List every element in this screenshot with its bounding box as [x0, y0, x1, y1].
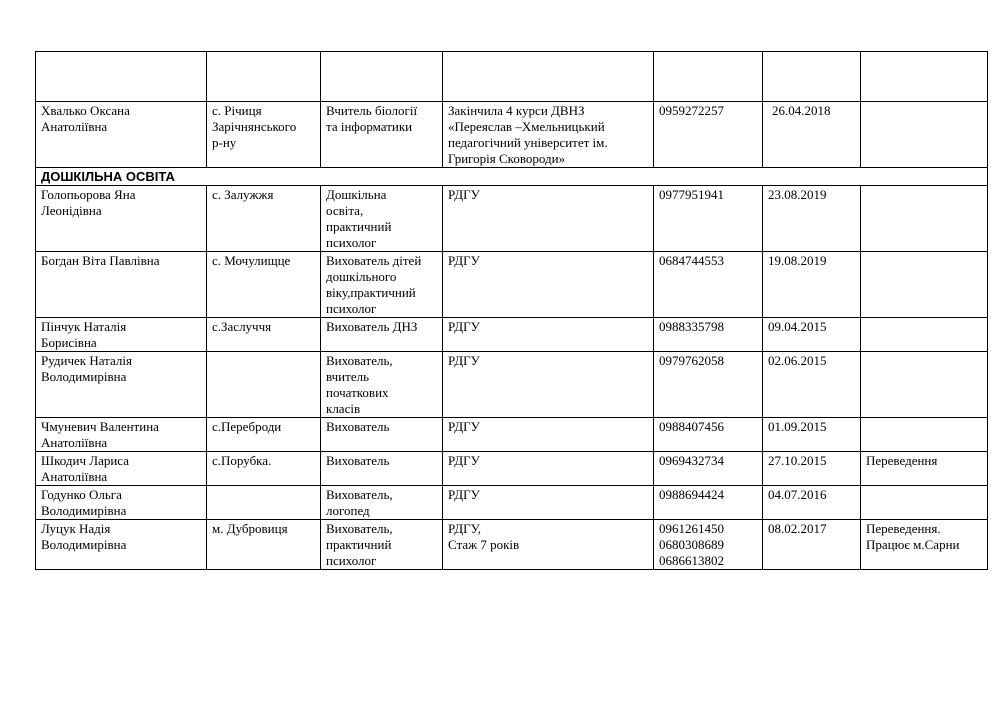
place-cell — [207, 186, 321, 252]
place-line: Зарічнянського — [212, 119, 297, 134]
position-line: Вихователь — [326, 419, 390, 434]
position-line: Вихователь, — [326, 487, 393, 502]
education-line: РДГУ — [448, 319, 480, 334]
education-line: РДГУ — [448, 453, 480, 468]
place-cell — [207, 418, 321, 452]
note-line: Переведення — [866, 453, 938, 468]
date-cell — [763, 318, 861, 352]
education-cell — [443, 252, 654, 318]
place-line: м. Дубровиця — [212, 521, 288, 536]
note-cell — [861, 418, 988, 452]
position-cell — [321, 318, 443, 352]
place-line: с. Річиця — [212, 103, 262, 118]
table-row — [36, 418, 988, 452]
person-name-cell — [36, 102, 207, 168]
education-cell — [443, 352, 654, 418]
education-cell — [443, 418, 654, 452]
position-cell — [321, 520, 443, 570]
education-line: педагогічний університет ім. — [448, 135, 608, 150]
phone-cell — [654, 452, 763, 486]
note-cell — [861, 486, 988, 520]
phone-cell — [654, 102, 763, 168]
phone-cell — [654, 318, 763, 352]
place-cell — [207, 352, 321, 418]
table-cell — [443, 52, 654, 102]
table-row — [36, 102, 988, 168]
table-cell — [207, 52, 321, 102]
person-name-line: Володимирівна — [41, 537, 127, 552]
table-cell — [861, 52, 988, 102]
note-cell — [861, 520, 988, 570]
person-name-cell — [36, 252, 207, 318]
phone-line: 0977951941 — [659, 187, 724, 202]
place-line: с.Переброди — [212, 419, 282, 434]
date-line: 04.07.2016 — [768, 487, 827, 502]
person-name-cell — [36, 418, 207, 452]
place-cell — [207, 520, 321, 570]
note-line: Працює м.Сарни — [866, 537, 960, 552]
place-line: с. Мочулищце — [212, 253, 291, 268]
person-name-cell — [36, 486, 207, 520]
education-cell — [443, 186, 654, 252]
person-name-line: Анатоліївна — [41, 119, 108, 134]
place-line: р-ну — [212, 135, 237, 150]
place-cell — [207, 486, 321, 520]
education-line: РДГУ — [448, 353, 480, 368]
education-line: РДГУ, — [448, 521, 481, 536]
person-name-line: Пінчук Наталія — [41, 319, 127, 334]
phone-line: 0988694424 — [659, 487, 724, 502]
position-line: Дошкільна — [326, 187, 387, 202]
position-line: Вихователь дітей — [326, 253, 422, 268]
education-cell — [443, 520, 654, 570]
person-name-cell — [36, 452, 207, 486]
phone-line: 0988335798 — [659, 319, 724, 334]
date-line: 23.08.2019 — [768, 187, 827, 202]
position-line: та інформатики — [326, 119, 413, 134]
date-line: 02.06.2015 — [768, 353, 827, 368]
table-cell — [654, 52, 763, 102]
position-line: початкових — [326, 385, 389, 400]
note-cell — [861, 102, 988, 168]
date-cell — [763, 252, 861, 318]
table-cell — [36, 52, 207, 102]
person-name-cell — [36, 520, 207, 570]
phone-line: 0686613802 — [659, 553, 724, 568]
table-cell — [321, 52, 443, 102]
education-cell — [443, 486, 654, 520]
position-cell — [321, 418, 443, 452]
note-cell — [861, 352, 988, 418]
table-row — [36, 352, 988, 418]
person-name-line: Борисівна — [41, 335, 97, 350]
position-line: класів — [326, 401, 361, 416]
person-name-line: Анатоліївна — [41, 469, 108, 484]
phone-line: 0961261450 — [659, 521, 724, 536]
note-cell — [861, 452, 988, 486]
phone-cell — [654, 486, 763, 520]
table-row — [36, 318, 988, 352]
education-line: РДГУ — [448, 419, 480, 434]
note-cell — [861, 318, 988, 352]
table-row — [36, 452, 988, 486]
position-cell — [321, 252, 443, 318]
date-cell — [763, 486, 861, 520]
date-cell — [763, 102, 861, 168]
date-line: 08.02.2017 — [768, 521, 827, 536]
position-line: психолог — [326, 235, 377, 250]
person-name-line: Леонідівна — [41, 203, 102, 218]
note-line: Переведення. — [866, 521, 941, 536]
person-name-cell — [36, 318, 207, 352]
phone-cell — [654, 418, 763, 452]
phone-line: 0979762058 — [659, 353, 724, 368]
position-line: логопед — [326, 503, 370, 518]
education-line: «Переяслав –Хмельницький — [448, 119, 605, 134]
place-cell — [207, 252, 321, 318]
phone-line: 0969432734 — [659, 453, 724, 468]
education-line: РДГУ — [448, 487, 480, 502]
education-cell — [443, 318, 654, 352]
table-row — [36, 186, 988, 252]
date-cell — [763, 452, 861, 486]
position-line: психолог — [326, 553, 377, 568]
section-row — [36, 168, 988, 186]
position-cell — [321, 352, 443, 418]
person-name-cell — [36, 352, 207, 418]
place-line: с. Залужжя — [212, 187, 274, 202]
education-cell — [443, 452, 654, 486]
date-cell — [763, 418, 861, 452]
person-name-line: Годунко Ольга — [41, 487, 122, 502]
education-line: Григорія Сковороди» — [448, 151, 566, 166]
position-line: дошкільного — [326, 269, 397, 284]
person-name-line: Голопьорова Яна — [41, 187, 136, 202]
empty-row — [36, 52, 988, 102]
person-name-line: Рудичек Наталія — [41, 353, 132, 368]
education-cell — [443, 102, 654, 168]
date-line: 19.08.2019 — [768, 253, 827, 268]
place-cell — [207, 452, 321, 486]
position-cell — [321, 486, 443, 520]
place-line: с.Заслуччя — [212, 319, 272, 334]
note-cell — [861, 252, 988, 318]
phone-cell — [654, 352, 763, 418]
phone-cell — [654, 520, 763, 570]
place-cell — [207, 102, 321, 168]
date-line: 26.04.2018 — [772, 103, 831, 118]
person-name-line: Чмуневич Валентина — [41, 419, 159, 434]
phone-line: 0959272257 — [659, 103, 724, 118]
place-line: с.Порубка. — [212, 453, 272, 468]
date-line: 01.09.2015 — [768, 419, 827, 434]
phone-cell — [654, 186, 763, 252]
note-cell — [861, 186, 988, 252]
place-cell — [207, 318, 321, 352]
position-line: практичний — [326, 537, 392, 552]
position-line: Вчитель біології — [326, 103, 418, 118]
position-line: Вихователь ДНЗ — [326, 319, 418, 334]
person-name-line: Богдан Віта Павлівна — [41, 253, 160, 268]
phone-line: 0988407456 — [659, 419, 724, 434]
date-cell — [763, 186, 861, 252]
position-line: Вихователь, — [326, 521, 393, 536]
person-name-line: Володимирівна — [41, 503, 127, 518]
person-name-line: Шкодич Лариса — [41, 453, 129, 468]
table-cell — [763, 52, 861, 102]
section-title: ДОШКІЛЬНА ОСВІТА — [36, 168, 988, 186]
position-cell — [321, 186, 443, 252]
phone-line: 0684744553 — [659, 253, 724, 268]
table-row — [36, 252, 988, 318]
position-line: психолог — [326, 301, 377, 316]
position-line: освіта, — [326, 203, 364, 218]
phone-line: 0680308689 — [659, 537, 724, 552]
person-name-line: Анатоліївна — [41, 435, 108, 450]
person-name-line: Володимирівна — [41, 369, 127, 384]
education-line: Закінчила 4 курси ДВНЗ — [448, 103, 585, 118]
position-cell — [321, 452, 443, 486]
staff-table — [35, 51, 988, 570]
position-line: Вихователь, — [326, 353, 393, 368]
position-line: практичний — [326, 219, 392, 234]
education-line: РДГУ — [448, 187, 480, 202]
date-line: 27.10.2015 — [768, 453, 827, 468]
education-line: РДГУ — [448, 253, 480, 268]
person-name-cell — [36, 186, 207, 252]
person-name-line: Луцук Надія — [41, 521, 111, 536]
table-row — [36, 486, 988, 520]
position-line: вчитель — [326, 369, 370, 384]
phone-cell — [654, 252, 763, 318]
date-cell — [763, 520, 861, 570]
date-cell — [763, 352, 861, 418]
date-line: 09.04.2015 — [768, 319, 827, 334]
position-line: Вихователь — [326, 453, 390, 468]
position-cell — [321, 102, 443, 168]
position-line: віку,практичний — [326, 285, 416, 300]
table-row — [36, 520, 988, 570]
education-line: Стаж 7 років — [448, 537, 520, 552]
person-name-line: Хвалько Оксана — [41, 103, 130, 118]
